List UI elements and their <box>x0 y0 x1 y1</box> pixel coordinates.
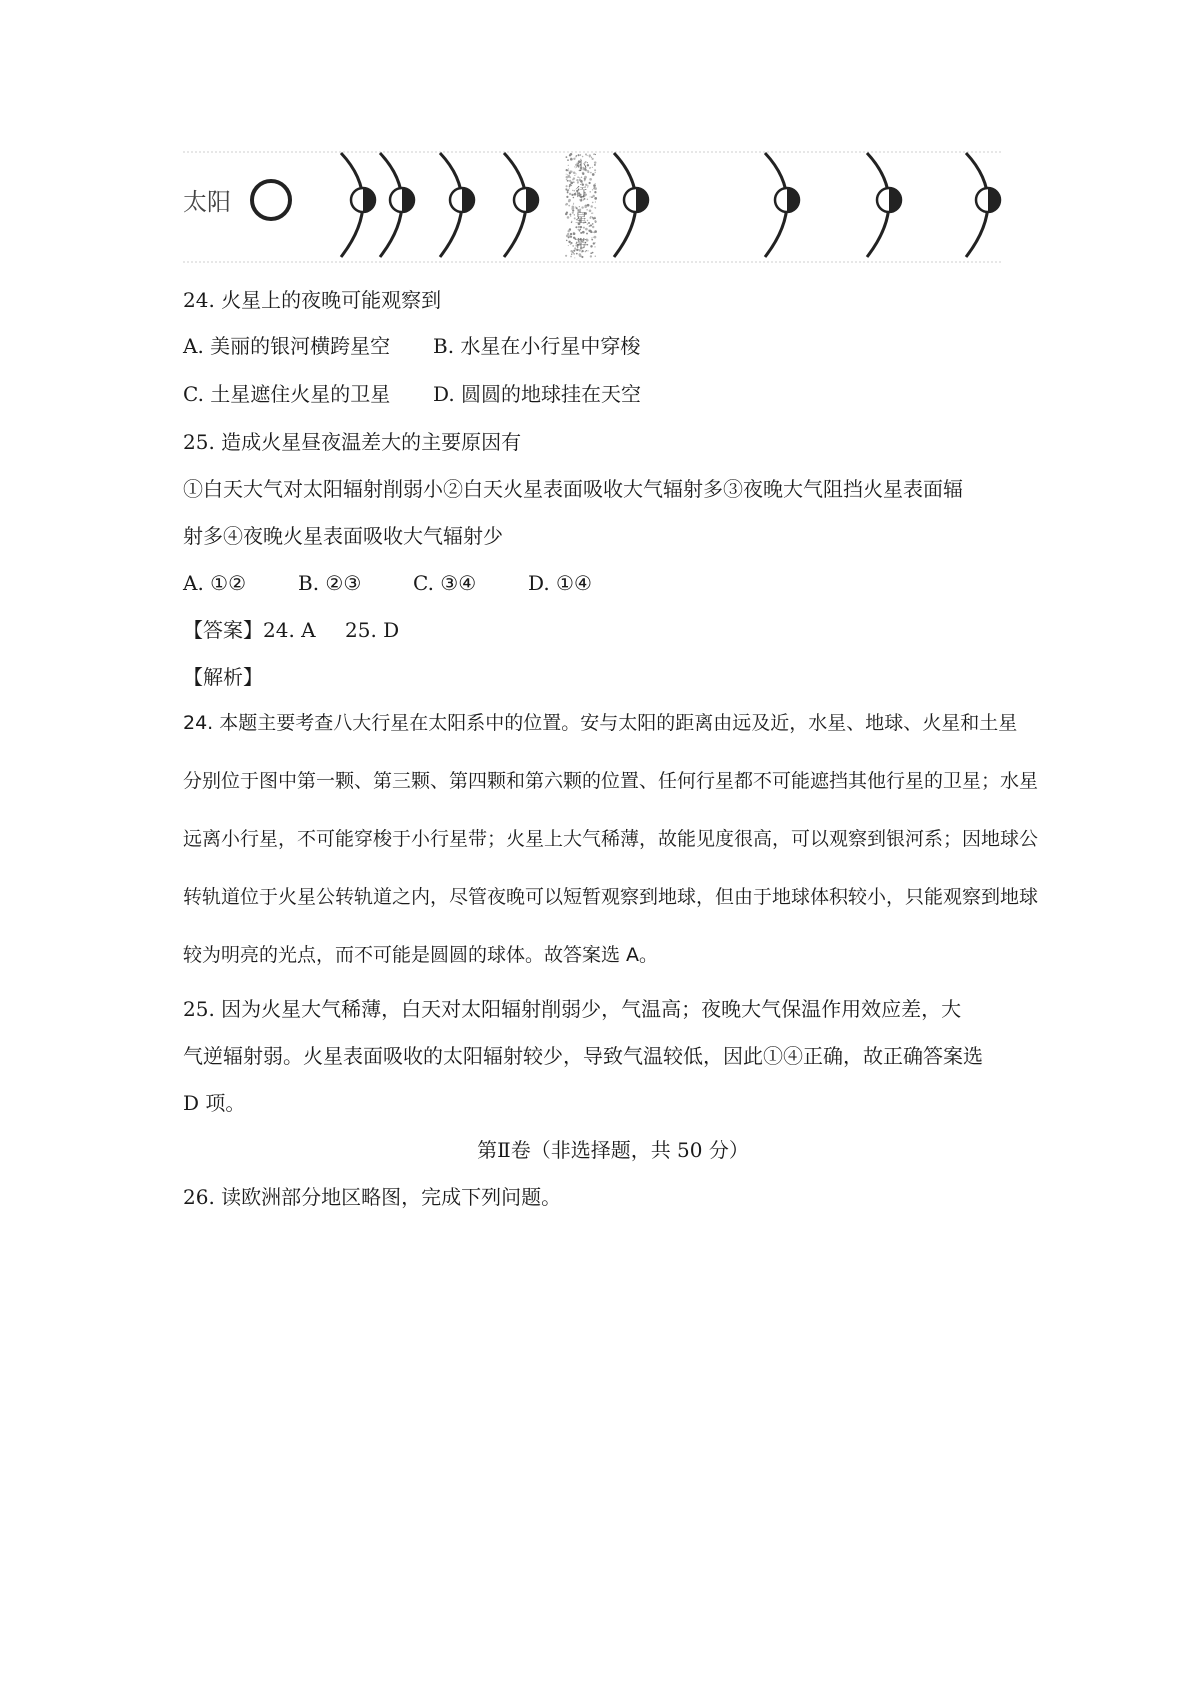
q24-options-row2 <box>183 380 641 408</box>
asteroid-dot <box>569 180 571 182</box>
asteroid-dot <box>568 200 570 202</box>
q24-option-c: C. 土星遮住火星的卫星 <box>183 382 391 406</box>
asteroid-dot <box>572 245 574 247</box>
asteroid-dot <box>568 205 570 207</box>
asteroid-dot <box>587 204 590 207</box>
asteroid-dot <box>569 228 571 230</box>
asteroid-dot <box>580 229 582 231</box>
q24-stem: 24. 火星上的夜晚可能观察到 <box>183 288 442 312</box>
asteroid-dot <box>569 188 570 189</box>
q25-statements-line1: ①白天大气对太阳辐射削弱小②白天火星表面吸收大气辐射多③夜晚大气阻挡火星表面辐 <box>183 477 963 501</box>
asteroid-dot <box>566 189 567 190</box>
asteroid-dot <box>594 187 597 190</box>
asteroid-dot <box>589 210 592 213</box>
asteroid-dot <box>570 243 572 245</box>
asteroid-dot <box>571 221 572 222</box>
q25-stem: 25. 造成火星昼夜温差大的主要原因有 <box>183 430 522 454</box>
asteroid-dot <box>579 177 580 178</box>
asteroid-dot <box>594 197 597 200</box>
q26-stem: 26. 读欧洲部分地区略图，完成下列问题。 <box>183 1185 562 1209</box>
analysis-24-line2: 分别位于图中第一颗、第三颗、第四颗和第六颗的位置、任何行星都不可能遮挡其他行星的卫星；水星 <box>183 770 1039 792</box>
asteroid-dot <box>568 165 569 166</box>
asteroid-dot <box>587 162 588 163</box>
asteroid-dot <box>585 251 586 252</box>
asteroid-dot <box>591 239 593 241</box>
asteroid-dot <box>590 205 592 207</box>
sun-label: 太阳 <box>183 188 231 216</box>
asteroid-dot <box>595 242 596 243</box>
analysis-25-line2: 气逆辐射弱。火星表面吸收的太阳辐射较少，导致气温较低，因此①④正确，故正确答案选 <box>183 1044 983 1068</box>
asteroid-dot <box>566 185 568 187</box>
asteroid-dot <box>590 191 591 192</box>
asteroid-dot <box>592 158 594 160</box>
asteroid-dot <box>567 180 569 182</box>
analysis-25-line3: D 项。 <box>183 1091 246 1115</box>
asteroid-dot <box>578 229 580 231</box>
asteroid-dot <box>593 153 595 155</box>
asteroid-dot <box>587 187 588 188</box>
asteroid-dot <box>573 204 574 205</box>
asteroid-dot <box>582 231 585 234</box>
asteroid-dot <box>579 206 580 207</box>
asteroid-belt-label-char: 小 <box>574 159 588 173</box>
asteroid-dot <box>589 217 591 219</box>
asteroid-dot <box>589 230 592 233</box>
asteroid-dot <box>572 179 574 181</box>
asteroid-dot <box>566 156 568 158</box>
asteroid-dot <box>575 173 576 174</box>
asteroid-dot <box>574 175 575 176</box>
asteroid-dot <box>595 183 596 184</box>
asteroid-dot <box>573 253 575 255</box>
asteroid-dot <box>577 176 579 178</box>
asteroid-dot <box>595 154 596 155</box>
asteroid-dot <box>573 197 575 199</box>
asteroid-dot <box>593 237 594 238</box>
answer-24: 24. A <box>263 618 316 642</box>
asteroid-dot <box>568 241 570 243</box>
asteroid-dot <box>572 206 575 209</box>
asteroid-dot <box>572 209 574 211</box>
asteroid-dot <box>569 193 571 195</box>
asteroid-dot <box>592 217 593 218</box>
asteroid-dot <box>575 226 577 228</box>
asteroid-dot <box>587 185 589 187</box>
q24-options-row1 <box>183 332 640 360</box>
asteroid-dot <box>566 169 568 171</box>
asteroid-dot <box>568 245 569 246</box>
asteroid-dot <box>594 164 596 166</box>
answer-25: 25. D <box>345 618 400 642</box>
asteroid-dot <box>570 233 572 235</box>
analysis-24-line4: 转轨道位于火星公转轨道之内，尽管夜晚可以短暂观察到地球，但由于地球体积较小，只能观察到地球 <box>183 886 1039 908</box>
asteroid-dot <box>568 189 569 190</box>
asteroid-dot <box>581 206 583 208</box>
asteroid-dot <box>570 182 573 185</box>
asteroid-dot <box>569 214 571 216</box>
solar-system-diagram <box>183 150 1003 264</box>
asteroid-dot <box>570 256 572 258</box>
asteroid-dot <box>570 250 572 252</box>
asteroid-dot <box>587 164 589 166</box>
asteroid-dot <box>567 233 569 235</box>
asteroid-dot <box>595 201 596 202</box>
asteroid-dot <box>581 256 583 258</box>
asteroid-dot <box>576 179 577 180</box>
asteroid-dot <box>589 154 591 156</box>
asteroid-dot <box>585 153 587 155</box>
asteroid-dot <box>594 246 595 247</box>
asteroid-dot <box>566 176 569 179</box>
asteroid-dot <box>580 232 582 234</box>
asteroid-dot <box>566 179 567 180</box>
asteroid-dot <box>569 184 571 186</box>
asteroid-dot <box>594 230 597 233</box>
asteroid-dot <box>590 255 592 257</box>
section2-title: 第Ⅱ卷（非选择题，共 50 分） <box>477 1138 749 1162</box>
asteroid-dot <box>594 217 596 219</box>
asteroid-dot <box>592 202 594 204</box>
asteroid-dot <box>568 168 569 169</box>
asteroid-dot <box>571 185 572 186</box>
asteroid-dot <box>569 154 571 156</box>
asteroid-dot <box>577 181 579 183</box>
asteroid-belt-label-char: 带 <box>574 237 588 251</box>
asteroid-dot <box>590 172 592 174</box>
asteroid-dot <box>590 196 591 197</box>
asteroid-dot <box>585 205 587 207</box>
asteroid-dot <box>592 195 594 197</box>
asteroid-dot <box>590 245 592 247</box>
asteroid-dot <box>572 190 573 191</box>
asteroid-dot <box>585 228 588 231</box>
asteroid-dot <box>587 250 588 251</box>
asteroid-dot <box>590 252 592 254</box>
asteroid-dot <box>567 159 569 161</box>
asteroid-dot <box>571 253 572 254</box>
asteroid-dot <box>571 157 572 158</box>
asteroid-dot <box>573 181 574 182</box>
asteroid-dot <box>593 242 595 244</box>
asteroid-dot <box>582 156 584 158</box>
asteroid-dot <box>566 240 568 242</box>
asteroid-dot <box>594 220 596 222</box>
asteroid-dot <box>580 154 581 155</box>
asteroid-dot <box>592 167 593 168</box>
asteroid-dot <box>581 177 582 178</box>
asteroid-dot <box>588 222 590 224</box>
q24-option-a: A. 美丽的银河横跨星空 <box>183 334 391 358</box>
q25-options <box>183 569 592 597</box>
asteroid-dot <box>592 173 595 176</box>
asteroid-dot <box>569 176 570 177</box>
answer-label: 【答案】 <box>183 618 263 642</box>
asteroid-dot <box>580 180 583 183</box>
asteroid-dot <box>586 233 588 235</box>
asteroid-dot <box>574 257 575 258</box>
asteroid-dot <box>572 212 574 214</box>
asteroid-dot <box>571 194 573 196</box>
asteroid-dot <box>578 226 580 228</box>
asteroid-dot <box>594 236 597 239</box>
q25-option-d: D. ①④ <box>528 571 592 595</box>
analysis-label: 【解析】 <box>183 665 263 689</box>
asteroid-dot <box>589 178 592 181</box>
asteroid-dot <box>573 232 574 233</box>
asteroid-dot <box>595 256 596 257</box>
asteroid-dot <box>570 170 571 171</box>
asteroid-dot <box>565 255 567 257</box>
asteroid-dot <box>595 207 597 209</box>
asteroid-dot <box>589 167 591 169</box>
asteroid-dot <box>579 199 581 201</box>
solar-system-svg <box>183 150 1003 264</box>
analysis-24-line5: 较为明亮的光点，而不可能是圆圆的球体。故答案选 A。 <box>183 944 659 966</box>
q25-statements-line2: 射多④夜晚火星表面吸收大气辐射少 <box>183 524 503 548</box>
asteroid-dot <box>567 174 568 175</box>
asteroid-dot <box>567 191 569 193</box>
asteroid-dot <box>593 232 594 233</box>
asteroid-dot <box>583 227 585 229</box>
q25-option-c: C. ③④ <box>413 571 477 595</box>
asteroid-dot <box>592 223 594 225</box>
asteroid-dot <box>589 182 591 184</box>
asteroid-dot <box>590 216 591 217</box>
asteroid-dot <box>566 203 568 205</box>
asteroid-belt-label-char: 行 <box>574 185 588 199</box>
analysis-24-line3: 远离小行星，不可能穿梭于小行星带；火星上大气稀薄，故能见度很高，可以观察到银河系；因地球公 <box>183 828 1039 850</box>
asteroid-dot <box>578 154 580 156</box>
asteroid-dot <box>594 191 596 193</box>
asteroid-dot <box>576 207 578 209</box>
asteroid-dot <box>568 170 569 171</box>
asteroid-dot <box>576 253 578 255</box>
asteroid-dot <box>582 173 584 175</box>
q25-option-a: A. ①② <box>183 571 247 595</box>
answer-line <box>183 616 399 644</box>
planet-orbits <box>341 153 1000 257</box>
asteroid-dot <box>566 174 567 175</box>
asteroid-dot <box>589 230 590 231</box>
asteroid-dot <box>591 237 592 238</box>
asteroid-dot <box>570 216 571 217</box>
q24-option-b: B. 水星在小行星中穿梭 <box>433 334 641 358</box>
asteroid-dot <box>592 189 593 190</box>
q25-option-b: B. ②③ <box>298 571 362 595</box>
asteroid-belt-label-char: 星 <box>574 211 588 225</box>
q24-option-d: D. 圆圆的地球挂在天空 <box>433 382 642 406</box>
asteroid-dot <box>591 212 593 214</box>
asteroid-dot <box>565 213 567 215</box>
asteroid-dot <box>595 172 596 173</box>
asteroid-dot <box>566 196 568 198</box>
asteroid-dot <box>594 161 596 163</box>
asteroid-dot <box>584 176 587 179</box>
analysis-24-line1: 24. 本题主要考查八大行星在太阳系中的位置。安与太阳的距离由远及近，水星、地球、火星和土星 <box>183 712 1018 734</box>
asteroid-dot <box>587 171 589 173</box>
asteroid-dot <box>568 230 570 232</box>
asteroid-dot <box>586 155 587 156</box>
asteroid-dot <box>592 226 594 228</box>
asteroid-dot <box>567 216 570 219</box>
asteroid-dot <box>568 237 570 239</box>
asteroid-dot <box>576 155 577 156</box>
asteroid-dot <box>594 169 596 171</box>
analysis-25-line1: 25. 因为火星大气稀薄，白天对太阳辐射削弱少，气温高；夜晚大气保温作用效应差，大 <box>183 997 962 1021</box>
sun-icon <box>252 181 290 219</box>
asteroid-dot <box>591 157 592 158</box>
asteroid-dot <box>570 236 572 238</box>
asteroid-dot <box>593 184 596 187</box>
asteroid-belt <box>565 153 597 258</box>
asteroid-dot <box>579 254 582 257</box>
asteroid-dot <box>590 224 592 226</box>
